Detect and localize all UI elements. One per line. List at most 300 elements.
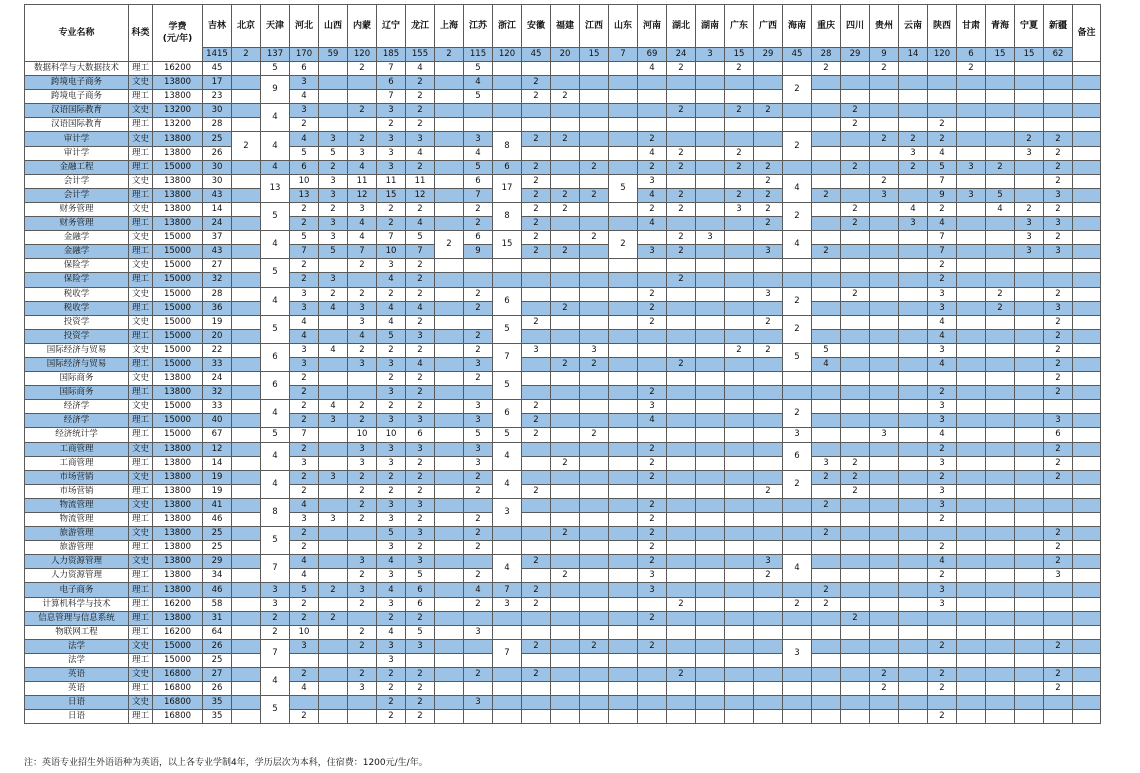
- quota-value-cell: 25: [203, 132, 232, 146]
- quota-value-cell: 2: [638, 301, 667, 315]
- quota-value-cell: 7: [377, 231, 406, 245]
- header-province: 广东: [725, 5, 754, 48]
- category-cell: 理工: [129, 62, 153, 76]
- quota-value-cell: 3: [377, 414, 406, 428]
- quota-value-cell: [435, 442, 464, 456]
- quota-value-cell: 36: [203, 301, 232, 315]
- quota-cell: 6: [957, 48, 986, 62]
- quota-value-cell: 3: [377, 569, 406, 583]
- quota-value-cell: 3: [348, 583, 377, 597]
- quota-value-cell: [1015, 273, 1044, 287]
- quota-value-cell: 2: [551, 301, 580, 315]
- quota-value-cell: [870, 301, 899, 315]
- quota-value-cell: [638, 90, 667, 104]
- quota-value-cell: [580, 668, 609, 682]
- quota-value-cell: [667, 611, 696, 625]
- quota-value-cell: 2: [812, 498, 841, 512]
- quota-value-cell: [754, 513, 783, 527]
- quota-value-cell: [232, 555, 261, 569]
- category-cell: 文史: [129, 202, 153, 216]
- quota-value-cell: [435, 343, 464, 357]
- quota-value-cell: 2: [406, 372, 435, 386]
- quota-value-cell: 2: [667, 160, 696, 174]
- quota-value-cell: 2: [1044, 343, 1073, 357]
- quota-value-cell: [1015, 118, 1044, 132]
- quota-value-cell: 3: [290, 456, 319, 470]
- quota-value-cell: [725, 357, 754, 371]
- quota-value-cell: 10: [348, 428, 377, 442]
- quota-value-cell: 2: [725, 160, 754, 174]
- quota-value-cell: [957, 90, 986, 104]
- quota-value-cell: [725, 217, 754, 231]
- quota-value-cell: [957, 217, 986, 231]
- quota-value-cell: 13: [290, 188, 319, 202]
- quota-value-cell: 5: [493, 428, 522, 442]
- quota-value-cell: 3: [377, 498, 406, 512]
- quota-value-cell: [435, 470, 464, 484]
- quota-value-cell: [1044, 259, 1073, 273]
- quota-value-cell: [464, 273, 493, 287]
- quota-value-cell: 2: [348, 62, 377, 76]
- quota-value-cell: [435, 597, 464, 611]
- quota-value-cell: 2: [928, 132, 957, 146]
- quota-value-cell: 2: [551, 569, 580, 583]
- quota-value-cell: [725, 329, 754, 343]
- quota-value-cell: [1015, 90, 1044, 104]
- quota-value-cell: [870, 498, 899, 512]
- quota-value-cell: 11: [377, 174, 406, 188]
- quota-value-cell: [232, 696, 261, 710]
- fee-cell: 15000: [153, 160, 203, 174]
- quota-value-cell: 2: [522, 400, 551, 414]
- quota-value-cell: [1015, 555, 1044, 569]
- quota-value-cell: 3: [290, 104, 319, 118]
- quota-value-cell: [986, 357, 1015, 371]
- quota-value-cell: [957, 386, 986, 400]
- quota-value-cell: [899, 541, 928, 555]
- merged-quota-cell: 5: [261, 315, 290, 343]
- quota-value-cell: [464, 104, 493, 118]
- quota-value-cell: [899, 597, 928, 611]
- quota-value-cell: [696, 513, 725, 527]
- quota-value-cell: [899, 386, 928, 400]
- quota-value-cell: 3: [638, 245, 667, 259]
- remark-cell: [1073, 541, 1101, 555]
- category-cell: 文史: [129, 231, 153, 245]
- quota-value-cell: [435, 625, 464, 639]
- quota-value-cell: [609, 653, 638, 667]
- quota-value-cell: [841, 343, 870, 357]
- footnote: 注：英语专业招生外语语种为英语，以上各专业学制4年，学历层次为本科，住宿费：1200元/生/年。: [24, 758, 428, 768]
- quota-value-cell: [812, 682, 841, 696]
- quota-value-cell: [232, 104, 261, 118]
- quota-value-cell: [522, 456, 551, 470]
- quota-cell: 45: [783, 48, 812, 62]
- quota-value-cell: [870, 625, 899, 639]
- quota-value-cell: 3: [406, 329, 435, 343]
- quota-value-cell: [667, 710, 696, 724]
- fee-cell: 15000: [153, 343, 203, 357]
- quota-value-cell: [580, 329, 609, 343]
- quota-value-cell: 3: [377, 653, 406, 667]
- quota-value-cell: 2: [812, 470, 841, 484]
- quota-value-cell: [812, 160, 841, 174]
- quota-value-cell: [986, 668, 1015, 682]
- major-name: 工商管理: [25, 442, 129, 456]
- quota-value-cell: 2: [406, 541, 435, 555]
- category-cell: 文史: [129, 442, 153, 456]
- quota-value-cell: [319, 456, 348, 470]
- quota-value-cell: [609, 62, 638, 76]
- quota-value-cell: [609, 287, 638, 301]
- quota-value-cell: 3: [319, 174, 348, 188]
- quota-value-cell: [696, 188, 725, 202]
- quota-value-cell: [667, 456, 696, 470]
- major-name: 物流管理: [25, 498, 129, 512]
- quota-value-cell: [638, 682, 667, 696]
- quota-value-cell: 3: [319, 132, 348, 146]
- quota-value-cell: [696, 428, 725, 442]
- quota-value-cell: [232, 414, 261, 428]
- quota-value-cell: [232, 597, 261, 611]
- quota-value-cell: [754, 90, 783, 104]
- quota-value-cell: 2: [522, 668, 551, 682]
- category-cell: 文史: [129, 470, 153, 484]
- quota-value-cell: [725, 682, 754, 696]
- quota-value-cell: [435, 555, 464, 569]
- quota-value-cell: [1015, 583, 1044, 597]
- major-name: 人力资源管理: [25, 569, 129, 583]
- quota-value-cell: 2: [522, 414, 551, 428]
- quota-value-cell: [319, 569, 348, 583]
- quota-value-cell: [493, 527, 522, 541]
- quota-value-cell: 4: [406, 357, 435, 371]
- quota-value-cell: [841, 527, 870, 541]
- quota-value-cell: [580, 625, 609, 639]
- quota-value-cell: [232, 470, 261, 484]
- major-name: 会计学: [25, 188, 129, 202]
- quota-value-cell: 2: [580, 357, 609, 371]
- category-cell: 理工: [129, 188, 153, 202]
- quota-value-cell: [348, 386, 377, 400]
- quota-value-cell: [812, 231, 841, 245]
- quota-value-cell: [609, 541, 638, 555]
- quota-value-cell: [841, 62, 870, 76]
- quota-value-cell: [609, 104, 638, 118]
- quota-value-cell: [841, 639, 870, 653]
- quota-value-cell: 3: [377, 146, 406, 160]
- quota-value-cell: [609, 357, 638, 371]
- quota-value-cell: [522, 259, 551, 273]
- table-row: [25, 498, 1101, 512]
- quota-value-cell: 3: [1044, 217, 1073, 231]
- quota-value-cell: [435, 372, 464, 386]
- quota-value-cell: 2: [406, 287, 435, 301]
- quota-value-cell: [725, 456, 754, 470]
- quota-value-cell: 2: [841, 611, 870, 625]
- quota-value-cell: 2: [464, 527, 493, 541]
- quota-value-cell: [986, 611, 1015, 625]
- merged-quota-cell: 6: [261, 343, 290, 371]
- remark-cell: [1073, 442, 1101, 456]
- quota-value-cell: [986, 710, 1015, 724]
- quota-value-cell: [696, 273, 725, 287]
- quota-value-cell: [754, 76, 783, 90]
- quota-value-cell: [1015, 456, 1044, 470]
- quota-value-cell: [667, 639, 696, 653]
- quota-value-cell: 2: [348, 287, 377, 301]
- quota-value-cell: 4: [928, 428, 957, 442]
- quota-value-cell: 4: [464, 146, 493, 160]
- quota-value-cell: 2: [464, 343, 493, 357]
- quota-value-cell: 2: [667, 202, 696, 216]
- quota-value-cell: 32: [203, 273, 232, 287]
- remark-cell: [1073, 329, 1101, 343]
- quota-value-cell: [319, 428, 348, 442]
- quota-value-cell: 3: [377, 357, 406, 371]
- remark-cell: [1073, 104, 1101, 118]
- quota-value-cell: [609, 400, 638, 414]
- quota-cell: 69: [638, 48, 667, 62]
- quota-value-cell: [957, 400, 986, 414]
- quota-value-cell: [1015, 386, 1044, 400]
- quota-value-cell: 2: [580, 160, 609, 174]
- quota-value-cell: 12: [406, 188, 435, 202]
- quota-value-cell: [870, 104, 899, 118]
- quota-value-cell: 6: [464, 174, 493, 188]
- major-name: 财务管理: [25, 202, 129, 216]
- quota-value-cell: [899, 583, 928, 597]
- quota-value-cell: [812, 639, 841, 653]
- quota-value-cell: 3: [377, 639, 406, 653]
- header-province: 海南: [783, 5, 812, 48]
- category-cell: 理工: [129, 625, 153, 639]
- quota-value-cell: 2: [725, 62, 754, 76]
- quota-value-cell: [870, 160, 899, 174]
- quota-value-cell: [812, 202, 841, 216]
- quota-value-cell: 2: [870, 682, 899, 696]
- remark-cell: [1073, 259, 1101, 273]
- quota-value-cell: [725, 710, 754, 724]
- quota-value-cell: 3: [812, 456, 841, 470]
- quota-value-cell: [957, 583, 986, 597]
- quota-value-cell: 3: [464, 696, 493, 710]
- quota-cell: 59: [319, 48, 348, 62]
- quota-value-cell: [1044, 513, 1073, 527]
- quota-value-cell: [986, 498, 1015, 512]
- quota-value-cell: [609, 470, 638, 484]
- quota-value-cell: [986, 231, 1015, 245]
- major-name: 数据科学与大数据技术: [25, 62, 129, 76]
- quota-value-cell: [986, 625, 1015, 639]
- quota-value-cell: 2: [290, 597, 319, 611]
- quota-value-cell: [1015, 160, 1044, 174]
- remark-cell: [1073, 90, 1101, 104]
- quota-value-cell: [551, 682, 580, 696]
- quota-value-cell: 2: [667, 104, 696, 118]
- quota-value-cell: [522, 146, 551, 160]
- quota-value-cell: 2: [638, 555, 667, 569]
- major-name: 法学: [25, 653, 129, 667]
- quota-value-cell: [1015, 668, 1044, 682]
- quota-value-cell: [812, 414, 841, 428]
- quota-value-cell: [464, 118, 493, 132]
- quota-value-cell: [1015, 259, 1044, 273]
- remark-cell: [1073, 343, 1101, 357]
- quota-value-cell: 2: [638, 132, 667, 146]
- quota-value-cell: 3: [464, 357, 493, 371]
- quota-value-cell: [725, 555, 754, 569]
- quota-value-cell: [551, 343, 580, 357]
- quota-value-cell: [986, 132, 1015, 146]
- quota-value-cell: 3: [406, 414, 435, 428]
- quota-value-cell: [754, 357, 783, 371]
- remark-cell: [1073, 357, 1101, 371]
- table-row: [25, 484, 1101, 498]
- table-row: [25, 343, 1101, 357]
- quota-value-cell: [551, 710, 580, 724]
- fee-cell: 13800: [153, 569, 203, 583]
- quota-value-cell: [319, 259, 348, 273]
- quota-value-cell: [551, 259, 580, 273]
- quota-value-cell: [232, 625, 261, 639]
- category-cell: 理工: [129, 160, 153, 174]
- quota-value-cell: 2: [319, 583, 348, 597]
- quota-value-cell: [551, 217, 580, 231]
- quota-value-cell: 30: [203, 104, 232, 118]
- quota-value-cell: [1044, 611, 1073, 625]
- quota-value-cell: 3: [928, 583, 957, 597]
- quota-value-cell: [319, 76, 348, 90]
- category-cell: 理工: [129, 541, 153, 555]
- quota-value-cell: [232, 527, 261, 541]
- quota-value-cell: 2: [348, 414, 377, 428]
- quota-value-cell: [754, 470, 783, 484]
- quota-value-cell: 5: [319, 245, 348, 259]
- quota-value-cell: [435, 132, 464, 146]
- category-cell: 理工: [129, 456, 153, 470]
- quota-value-cell: [986, 639, 1015, 653]
- quota-value-cell: [1044, 118, 1073, 132]
- major-name: 投资学: [25, 315, 129, 329]
- merged-quota-cell: 5: [783, 343, 812, 371]
- fee-cell: 13800: [153, 386, 203, 400]
- major-name: 财务管理: [25, 217, 129, 231]
- quota-value-cell: [899, 668, 928, 682]
- quota-value-cell: 2: [1044, 541, 1073, 555]
- quota-value-cell: 2: [667, 188, 696, 202]
- table-row: [25, 541, 1101, 555]
- quota-value-cell: 3: [464, 442, 493, 456]
- quota-value-cell: [551, 583, 580, 597]
- quota-value-cell: 3: [928, 301, 957, 315]
- quota-value-cell: 4: [348, 160, 377, 174]
- quota-value-cell: 2: [464, 569, 493, 583]
- quota-value-cell: [696, 639, 725, 653]
- major-name: 旅游管理: [25, 527, 129, 541]
- quota-value-cell: 2: [899, 132, 928, 146]
- quota-value-cell: 2: [841, 287, 870, 301]
- quota-value-cell: [609, 386, 638, 400]
- header-category: 科类: [129, 5, 153, 62]
- major-name: 审计学: [25, 146, 129, 160]
- quota-value-cell: [1015, 174, 1044, 188]
- remark-cell: [1073, 682, 1101, 696]
- quota-value-cell: 3: [1015, 146, 1044, 160]
- table-row: [25, 386, 1101, 400]
- quota-value-cell: [667, 259, 696, 273]
- quota-value-cell: 2: [406, 76, 435, 90]
- quota-value-cell: 3: [638, 583, 667, 597]
- quota-value-cell: [754, 329, 783, 343]
- merged-quota-cell: 2: [783, 287, 812, 315]
- quota-cell: 1415: [203, 48, 232, 62]
- quota-value-cell: 5: [464, 428, 493, 442]
- quota-value-cell: 3: [928, 484, 957, 498]
- quota-value-cell: 2: [522, 188, 551, 202]
- quota-value-cell: [899, 456, 928, 470]
- quota-value-cell: [638, 668, 667, 682]
- quota-value-cell: [986, 104, 1015, 118]
- quota-value-cell: 3: [899, 146, 928, 160]
- merged-quota-cell: 2: [783, 76, 812, 104]
- merged-quota-cell: 4: [261, 132, 290, 160]
- quota-value-cell: [638, 696, 667, 710]
- table-row: [25, 555, 1101, 569]
- quota-value-cell: [1015, 442, 1044, 456]
- fee-cell: 16800: [153, 668, 203, 682]
- quota-value-cell: [841, 315, 870, 329]
- quota-value-cell: [667, 287, 696, 301]
- quota-cell: 24: [667, 48, 696, 62]
- header-province: 云南: [899, 5, 928, 48]
- merged-quota-cell: 13: [261, 174, 290, 202]
- quota-value-cell: [638, 343, 667, 357]
- quota-value-cell: 2: [319, 202, 348, 216]
- quota-value-cell: 33: [203, 400, 232, 414]
- quota-value-cell: 46: [203, 583, 232, 597]
- quota-value-cell: [812, 174, 841, 188]
- quota-value-cell: [986, 583, 1015, 597]
- quota-value-cell: [696, 696, 725, 710]
- quota-value-cell: 2: [348, 484, 377, 498]
- quota-value-cell: [232, 386, 261, 400]
- header-province: 甘肃: [957, 5, 986, 48]
- quota-value-cell: [609, 76, 638, 90]
- quota-value-cell: [580, 217, 609, 231]
- major-name: 计算机科学与技术: [25, 597, 129, 611]
- quota-value-cell: 6: [493, 160, 522, 174]
- quota-value-cell: 5: [261, 428, 290, 442]
- quota-value-cell: 2: [377, 400, 406, 414]
- quota-value-cell: 2: [522, 132, 551, 146]
- table-row: [25, 132, 1101, 146]
- quota-value-cell: [1015, 400, 1044, 414]
- quota-value-cell: [696, 498, 725, 512]
- quota-value-cell: [1044, 583, 1073, 597]
- quota-value-cell: [609, 639, 638, 653]
- quota-value-cell: [696, 146, 725, 160]
- category-cell: 文史: [129, 76, 153, 90]
- quota-value-cell: 7: [406, 245, 435, 259]
- quota-value-cell: 2: [928, 442, 957, 456]
- quota-value-cell: 7: [290, 245, 319, 259]
- quota-value-cell: 2: [1044, 202, 1073, 216]
- quota-value-cell: 3: [348, 456, 377, 470]
- quota-value-cell: 2: [464, 484, 493, 498]
- quota-value-cell: [986, 484, 1015, 498]
- quota-value-cell: [754, 611, 783, 625]
